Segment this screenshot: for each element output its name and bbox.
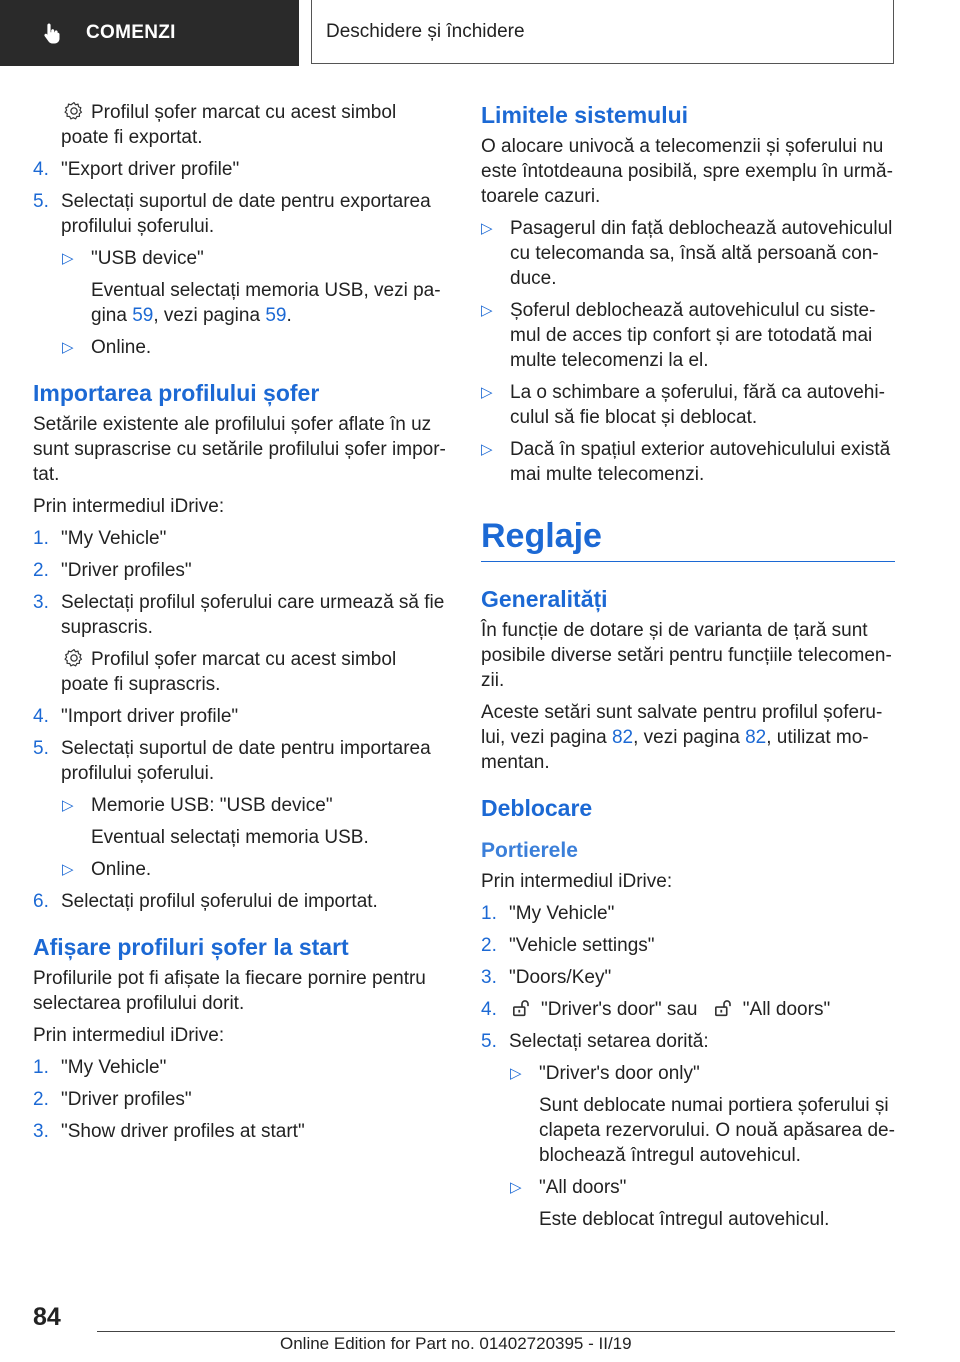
bullet-item: ▷ "Driver's door only" (510, 1063, 700, 1084)
bullet-arrow-icon: ▷ (481, 441, 493, 458)
import-heading: Importarea profilului șofer (33, 380, 320, 406)
bullet-arrow-icon: ▷ (481, 302, 493, 319)
bullet-arrow-icon: ▷ (481, 220, 493, 237)
bullet-arrow-icon: ▷ (62, 250, 74, 267)
bullet-arrow-icon: ▷ (510, 1179, 522, 1196)
section-tab (0, 0, 299, 66)
right-column (481, 100, 895, 1239)
list-item: 6. Selectați profilul șoferului de importat. (33, 891, 378, 912)
start-via: Prin intermediul iDrive: (33, 1025, 225, 1046)
chapter-title: Deschidere și închidere (326, 20, 525, 42)
start-heading: Afișare profiluri șofer la start (33, 934, 349, 960)
list-item: 4. "Driver's door" sau "All doors" (481, 999, 831, 1020)
bullet-item: ▷ Dacă în spațiul exterior autovehiculului există mai multe telecomenzi. (481, 439, 891, 485)
page-number: 84 (33, 1303, 61, 1331)
page-link[interactable]: 82 (611, 727, 634, 748)
start-desc: Profilurile pot fi afișate la fiecare pornire pentru selectarea profilului dorit. (33, 968, 426, 1014)
list-item: 1. "My Vehicle" (33, 528, 167, 549)
general-desc: În funcție de dotare și de varianta de țară sunt posibile diverse setări pentru funcțiile telecomen-zii. (481, 620, 892, 691)
gear-icon (63, 647, 85, 669)
unlock-heading: Deblocare (481, 795, 593, 821)
page-link[interactable]: 82 (745, 727, 767, 748)
bullet-arrow-icon: ▷ (62, 861, 74, 878)
import-usb-detail: Eventual selectați memoria USB. (91, 827, 369, 848)
option-detail: Este deblocat întregul autovehicul. (539, 1209, 830, 1230)
list-item: 4. "Export driver profile" (33, 159, 240, 180)
doors-heading: Portierele (481, 839, 578, 862)
bullet-arrow-icon: ▷ (62, 339, 74, 356)
list-item: 2. "Driver profiles" (33, 1089, 192, 1110)
hand-pointer-icon (40, 21, 64, 45)
bullet-arrow-icon: ▷ (62, 797, 74, 814)
import-desc: Setările existente ale profilului șofer aflate în uz sunt suprascrise cu setările profilului șofer impor-tat. (33, 414, 446, 485)
general-saved: Aceste setări sunt salvate pentru profilul șoferu-lui, vezi pagina 82, vezi pagina 82, utilizat mo-mentan. (481, 702, 883, 773)
bullet-item: ▷ Șoferul deblochează autovehiculul cu siste-mul de acces tip confort și are totodată mai multe telecomenzi la el. (481, 300, 876, 371)
list-item: 2. "Driver profiles" (33, 560, 192, 581)
unlock-icon (511, 998, 533, 1018)
left-column (33, 100, 448, 1151)
bullet-item: ▷ Online. (62, 859, 152, 880)
export-usb-detail: Eventual selectați memoria USB, vezi pa-gina 59, vezi pagina 59. (91, 280, 441, 326)
option-detail: Sunt deblocate numai portiera șoferului și clapeta rezervorului. O nouă apăsarea de-blochează întregul autovehicul. (539, 1095, 895, 1166)
import-via: Prin intermediul iDrive: (33, 496, 225, 517)
bullet-item: ▷ La o schimbare a șoferului, fără ca autovehi-culul să fie blocat și deblocat. (481, 382, 885, 428)
doors-via: Prin intermediul iDrive: (481, 871, 673, 892)
footer-divider (97, 1331, 895, 1332)
list-item: 3. "Doors/Key" (481, 967, 612, 988)
page-link[interactable]: 59 (132, 305, 154, 326)
bullet-item: ▷ Memorie USB: "USB device" (62, 795, 333, 816)
bullet-arrow-icon: ▷ (510, 1065, 522, 1082)
limits-heading: Limitele sistemului (481, 102, 689, 128)
list-item: 1. "My Vehicle" (33, 1057, 167, 1078)
list-item: 4. "Import driver profile" (33, 706, 239, 727)
list-item: 3. "Show driver profiles at start" (33, 1121, 305, 1142)
section-title: COMENZI (86, 22, 176, 43)
general-heading: Generalități (481, 586, 608, 612)
unlock-icon (713, 998, 735, 1018)
list-item: 3. Selectați profilul șoferului care urmează să fie suprascris. (33, 592, 445, 638)
list-item: 5. Selectați setarea dorită: (481, 1031, 709, 1052)
limits-desc: O alocare univocă a telecomenzii și șoferului nu este întotdeauna posibilă, spre exemplu în urmă-toarele cazuri. (481, 136, 893, 207)
list-item: 5. Selectați suportul de date pentru exportarea profilului șoferului. (33, 191, 431, 237)
page-link[interactable]: 59 (265, 305, 287, 326)
export-note: Profilul șofer marcat cu acest simbol poate fi exportat. (61, 102, 397, 148)
gear-icon (63, 100, 85, 122)
list-item: 5. Selectați suportul de date pentru importarea profilului șoferului. (33, 738, 431, 784)
bullet-arrow-icon: ▷ (481, 384, 493, 401)
list-item: 1. "My Vehicle" (481, 903, 615, 924)
bullet-item: ▷ "USB device" (62, 248, 204, 269)
settings-heading: Reglaje (481, 513, 895, 562)
chapter-tab (311, 0, 894, 64)
bullet-item: ▷ "All doors" (510, 1177, 627, 1198)
edition-text: Online Edition for Part no. 01402720395 - II/19 (280, 1334, 632, 1353)
list-item: 2. "Vehicle settings" (481, 935, 655, 956)
bullet-item: ▷ Online. (62, 337, 152, 358)
bullet-item: ▷ Pasagerul din față deblochează autovehiculul cu telecomanda sa, însă altă persoană con-duce. (481, 218, 893, 289)
import-note: Profilul șofer marcat cu acest simbol poate fi suprascris. (61, 649, 397, 695)
